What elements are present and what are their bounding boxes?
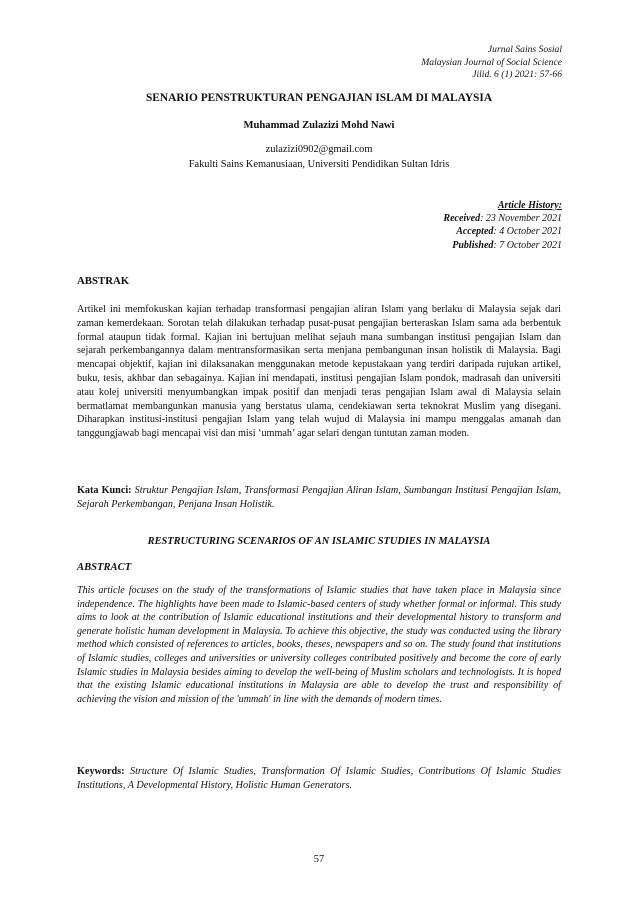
received-label: Received [443, 213, 481, 225]
accepted-date: : 4 October 2021 [493, 226, 562, 238]
received-date: : 23 November 2021 [480, 213, 562, 225]
history-heading: Article History: [497, 200, 562, 211]
article-history [443, 199, 562, 252]
journal-volume: Jilid. 6 (1) 2021: 57-66 [472, 69, 562, 80]
kata-kunci-text: Struktur Pengajian Islam, Transformasi Pengajian Aliran Islam, Sumbangan Institusi Pengajian Islam, Sejarah Perkembangan, Penjana Insan Holistik. [77, 485, 562, 510]
abstract-heading: ABSTRACT [77, 562, 132, 573]
paper-title: SENARIO PENSTRUKTURAN PENGAJIAN ISLAM DI MALAYSIA [145, 92, 493, 104]
accepted-label: Accepted [456, 226, 494, 238]
abstract-body: This article focuses on the study of the transformations of Islamic studies that have taken place in Malaysia since independence. The highlights have been made to Islamic-based centers of study whether formal or informal. This study aims to look at the contribution of Islamic educational institutions and their developmental history to transform and generate holistic human development in Malaysia. To achieve this objective, the study was conducted using the library method which consisted of references to articles, books, theses, newspapers and so on. The study found that institutions of Islamic studies, colleges and universities or university colleges contributed positively and become the core of early Islamic studies in Malaysia besides aiming to develop the well-being of Muslim scholars and technologists. It is hoped that the existing Islamic educational institutions in Malaysia are able to develop the trust and responsibility of achieving the vision and mission of the 'ummah' in line with the demands of modern times. [77, 585, 561, 705]
history-published [443, 239, 562, 252]
author-affiliation: Fakulti Sains Kemanusiaan, Universiti Pendidikan Sultan Idris [188, 159, 450, 170]
author-email: zulazizi0902@gmail.com [265, 144, 373, 155]
history-received [443, 212, 562, 225]
keywords [77, 765, 561, 792]
published-date: : 7 October 2021 [493, 239, 562, 251]
abstrak-body: Artikel ini memfokuskan kajian terhadap transformasi pengajian aliran Islam yang berlaku di Malaysia sejak dari zaman kemerdekaan. Sorotan telah dilakukan terhadap pusat-pusat pengajian berteraskan Islam sama ada berbentuk formal ataupun tidak formal. Kajian ini bertujuan melihat sejauh mana sumbangan institusi pengajian Islam dan sejarah perkembangannya dalam mentransformasikan serta menjana pembangunan insan holistik di Malaysia. Bagi mencapai objektif, kajian ini dilaksanakan menggunakan metode kepustakaan yang terdiri daripada rujukan artikel, buku, tesis, akhbar dan sebagainya. Kajian ini mendapati, institusi pengajian Islam pondok, madrasah dan universiti atau kolej universiti menyumbangkan impak positif dan menjadi teras pengajian Islam awal di Malaysia selain bermatlamat membangunkan manusia yang berstatus ulama, cendekiawan serta teknokrat Muslim yang disegani. Diharapkan institusi-institusi pengajian Islam yang telah wujud di Malaysia ini mampu menggalas amanah dan tanggungjawab bagi mencapai visi dan misi ‘ummah’ agar selari dengan tuntutan zaman moden. [77, 304, 561, 440]
english-title: RESTRUCTURING SCENARIOS OF AN ISLAMIC STUDIES IN MALAYSIA [147, 536, 491, 547]
published-label: Published [452, 239, 494, 251]
journal-subtitle: Malaysian Journal of Social Science [421, 56, 562, 68]
history-accepted [443, 225, 562, 238]
kata-kunci [77, 484, 561, 511]
keywords-label: Keywords: [77, 766, 125, 777]
journal-name: Jurnal Sains Sosial [487, 44, 562, 55]
abstrak-heading: ABSTRAK [77, 275, 130, 287]
page-number: 57 [313, 854, 325, 865]
kata-kunci-label: Kata Kunci: [77, 485, 132, 496]
journal-header [421, 44, 562, 82]
keywords-text: Structure Of Islamic Studies, Transformation Of Islamic Studies, Contributions Of Islamic Studies Institutions, A Developmental History, Holistic Human Generators. [77, 766, 562, 791]
author-name: Muhammad Zulazizi Mohd Nawi [243, 120, 395, 131]
